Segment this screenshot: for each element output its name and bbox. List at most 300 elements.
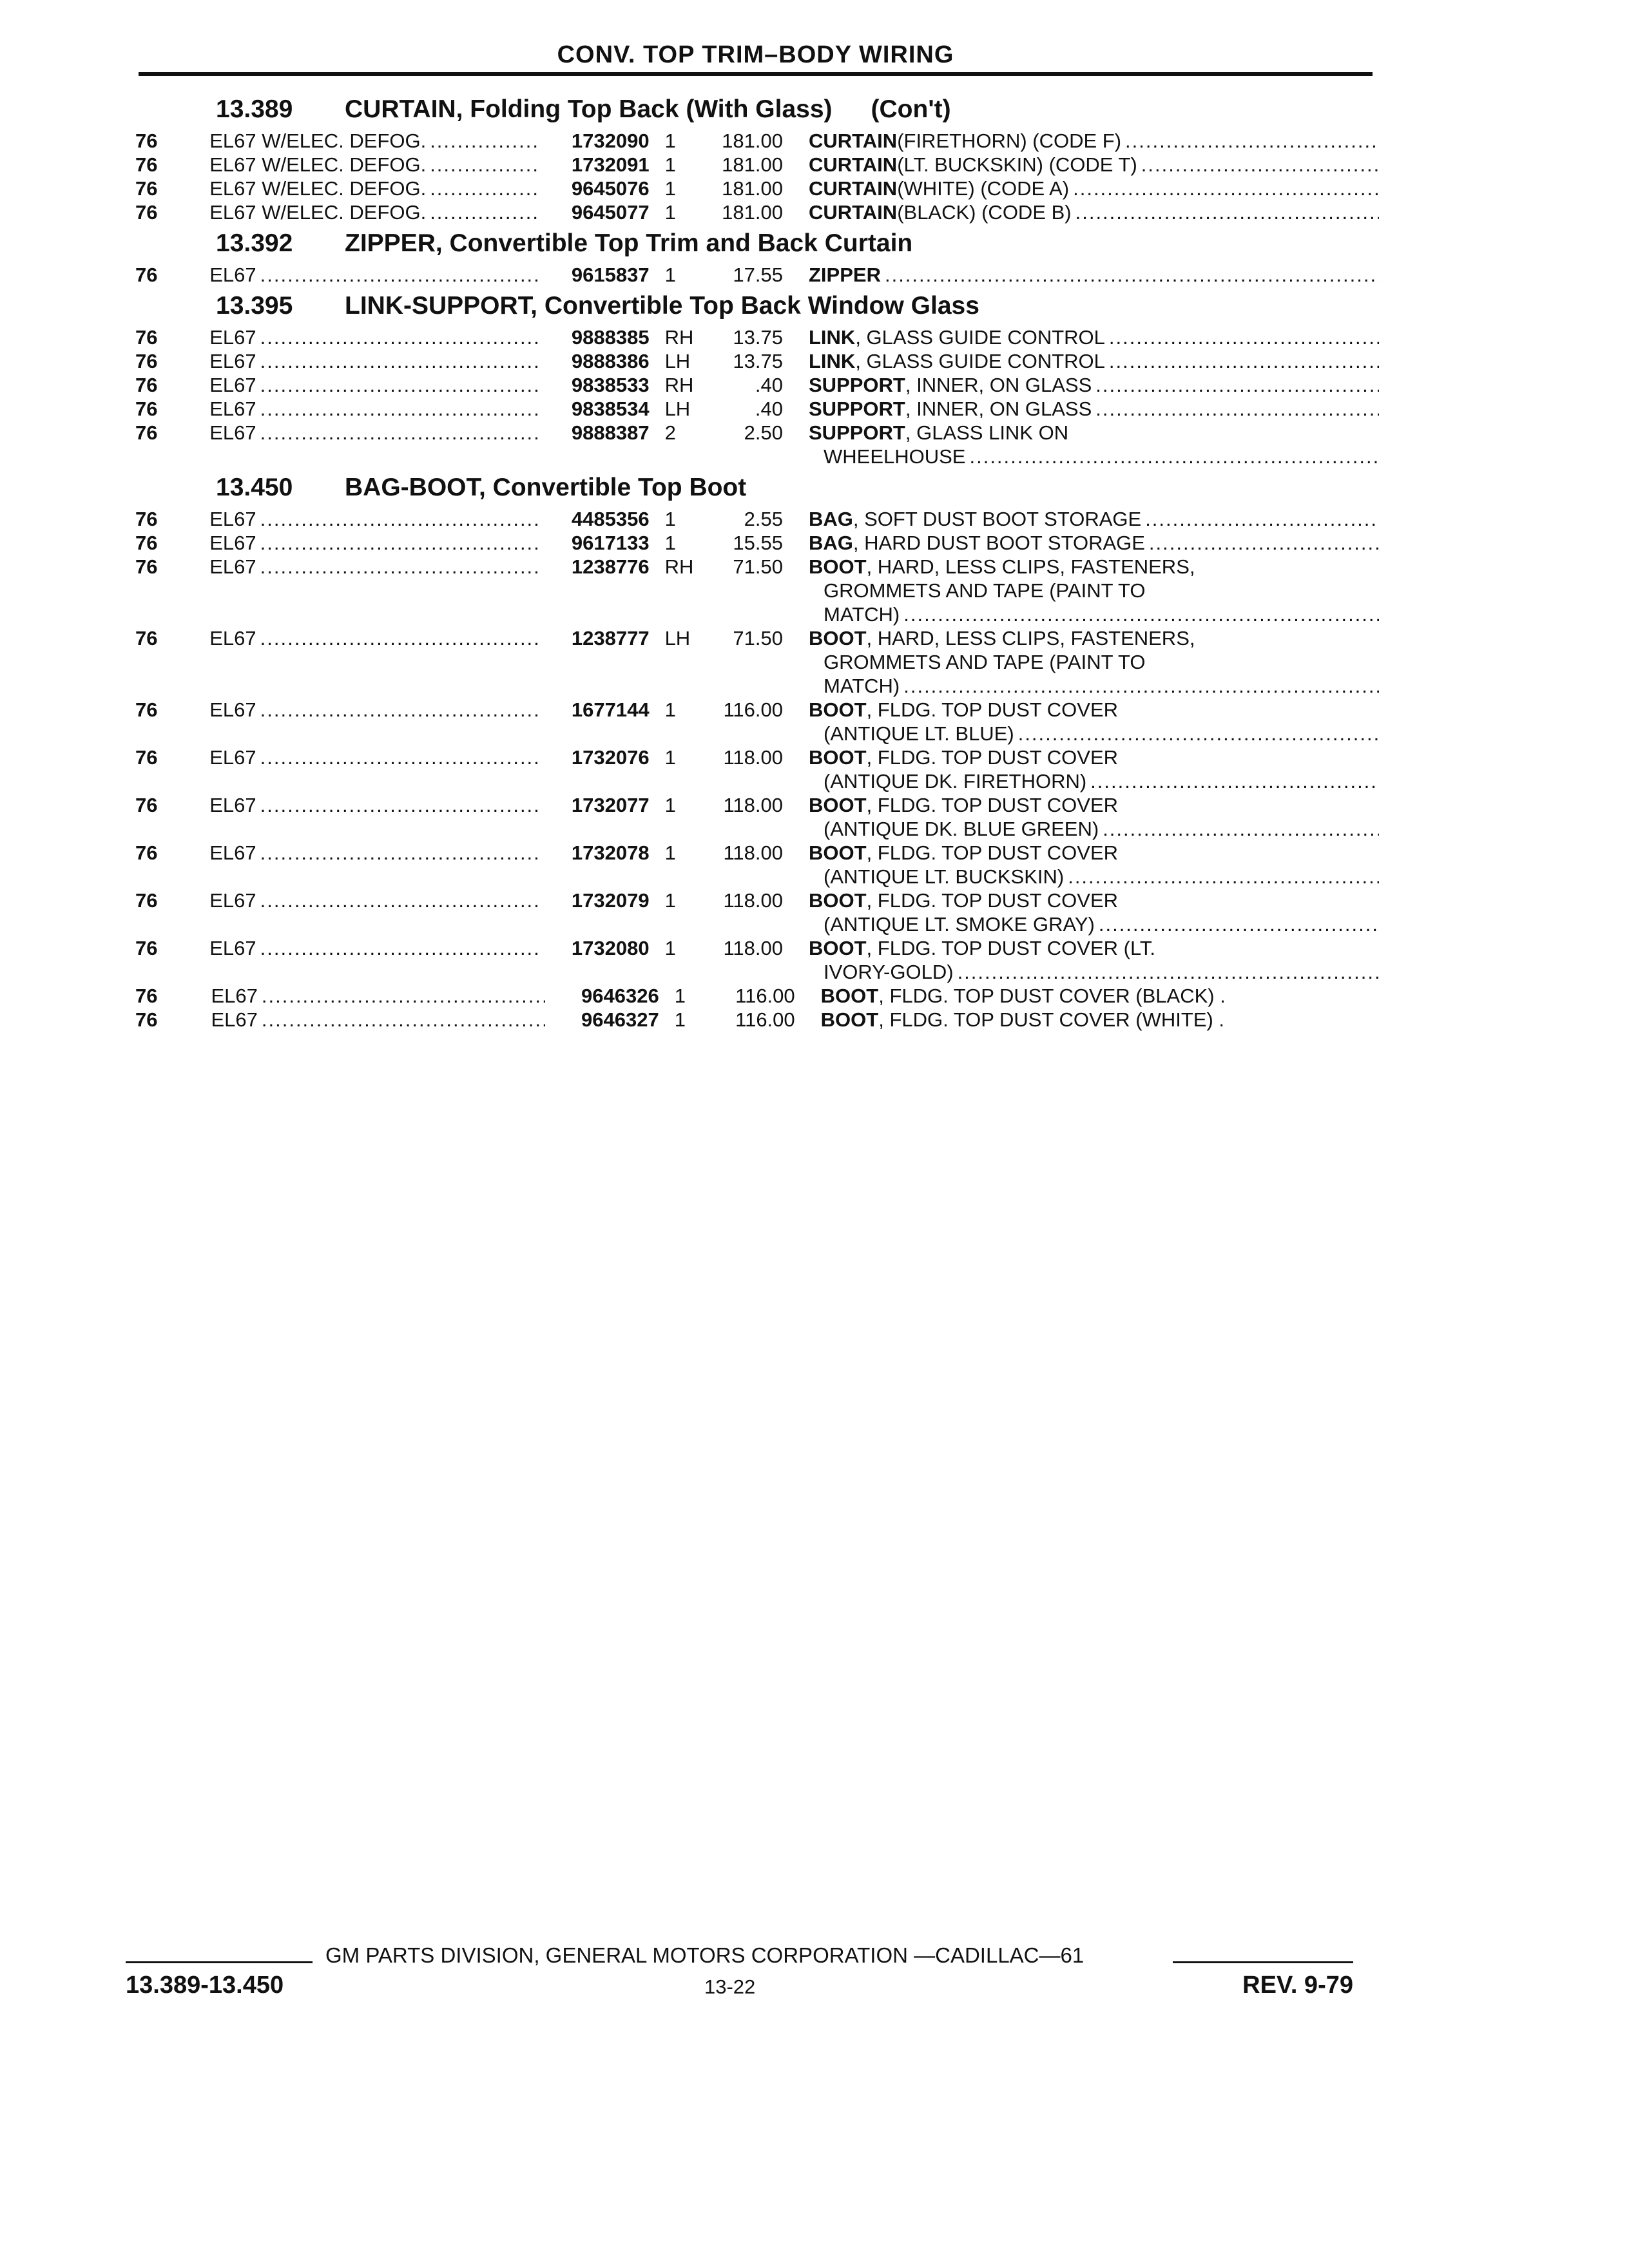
leader-dots — [1092, 397, 1379, 421]
description-text: , GLASS LINK ON — [905, 421, 1069, 444]
description-text: , GLASS GUIDE CONTROL — [855, 350, 1105, 372]
leader-dots — [256, 626, 538, 650]
model-year: 76 — [135, 177, 158, 200]
part-description — [809, 373, 1379, 397]
list-price: 2.50 — [744, 421, 783, 444]
part-description — [809, 889, 1379, 936]
part-description — [809, 421, 1379, 468]
list-price: 116.00 — [735, 985, 795, 1007]
body-style — [209, 129, 544, 153]
footer-rule-right — [1173, 1961, 1353, 1963]
part-row — [129, 421, 1379, 468]
section-heading — [129, 287, 1379, 325]
part-row — [129, 263, 1379, 287]
section-continued: (Con't) — [871, 95, 951, 123]
description-text: , FLDG. TOP DUST COVER — [866, 841, 1119, 864]
body-style — [209, 698, 544, 722]
description-line — [809, 373, 1379, 397]
body-style-code: EL67 — [209, 746, 256, 769]
description-line — [809, 912, 1379, 936]
description-text: , HARD, LESS CLIPS, FASTENERS, — [866, 627, 1195, 649]
page-header — [139, 0, 1373, 76]
body-style — [209, 421, 544, 445]
body-style — [209, 325, 544, 349]
section-heading — [129, 90, 1379, 129]
section-number: 13.392 — [216, 229, 293, 257]
model-year: 76 — [135, 421, 158, 444]
part-description — [809, 626, 1379, 698]
body-style — [211, 984, 552, 1008]
body-style — [209, 397, 544, 421]
quantity: 1 — [664, 177, 676, 200]
part-row — [129, 984, 1379, 1008]
leader-dots — [900, 602, 1379, 626]
model-year: 76 — [135, 350, 158, 372]
description-text: , FLDG. TOP DUST COVER — [866, 889, 1119, 912]
description-line — [809, 421, 1379, 445]
section-number: 13.450 — [216, 474, 293, 501]
body-style-code: EL67 — [209, 421, 256, 444]
quantity: 1 — [674, 985, 686, 1007]
description-line — [809, 507, 1379, 531]
section-title: CURTAIN, Folding Top Back (With Glass) — [345, 95, 833, 123]
body-style — [209, 626, 544, 650]
description-line — [809, 793, 1379, 817]
description-text: (LT. BUCKSKIN) (CODE T) — [897, 153, 1137, 176]
model-year: 76 — [135, 264, 158, 286]
leader-dots — [256, 936, 538, 960]
body-style — [209, 555, 544, 579]
description-text: (BLACK) (CODE B) — [897, 201, 1072, 224]
part-number: 1677144 — [571, 698, 650, 721]
leader-dots — [1069, 177, 1379, 200]
part-number: 9645076 — [571, 177, 650, 200]
description-keyword: BOOT — [820, 1008, 879, 1031]
leader-dots — [1092, 373, 1379, 397]
part-number: 9617133 — [571, 532, 650, 554]
part-row — [129, 889, 1379, 936]
body-style — [209, 793, 544, 817]
quantity: RH — [664, 555, 694, 578]
description-text: (ANTIQUE DK. FIRETHORN) — [824, 770, 1087, 793]
leader-dots — [900, 674, 1379, 698]
description-text: , FLDG. TOP DUST COVER — [866, 746, 1119, 769]
part-number: 1732077 — [571, 794, 650, 816]
part-description — [809, 698, 1379, 745]
description-text: , FLDG. TOP DUST COVER (WHITE) . — [878, 1008, 1225, 1031]
body-style — [209, 200, 544, 224]
description-text: , HARD, LESS CLIPS, FASTENERS, — [866, 555, 1195, 578]
description-line — [809, 531, 1379, 555]
description-keyword: ZIPPER — [809, 264, 881, 286]
part-row — [129, 626, 1379, 698]
section-heading — [129, 468, 1379, 507]
leader-dots — [1121, 129, 1379, 153]
model-year: 76 — [135, 374, 158, 396]
leader-dots — [1072, 200, 1379, 224]
part-number: 1732080 — [571, 937, 650, 959]
quantity: 1 — [664, 201, 676, 224]
leader-dots — [256, 745, 538, 769]
body-style — [209, 745, 544, 769]
description-text: , INNER, ON GLASS — [905, 374, 1092, 396]
body-style-code: EL67 W/ELEC. DEFOG. — [209, 177, 427, 200]
description-line — [809, 889, 1379, 912]
body-style-code: EL67 — [209, 889, 256, 912]
description-text: (ANTIQUE DK. BLUE GREEN) — [824, 818, 1099, 840]
part-description — [809, 507, 1379, 531]
leader-dots — [1137, 153, 1379, 177]
parts-catalog — [129, 90, 1379, 1032]
part-row — [129, 531, 1379, 555]
leader-dots — [256, 555, 538, 579]
quantity: RH — [664, 326, 694, 349]
list-price: 181.00 — [722, 153, 783, 176]
description-keyword: BAG — [809, 508, 853, 530]
leader-dots — [1105, 325, 1379, 349]
body-style — [209, 507, 544, 531]
leader-dots — [256, 793, 538, 817]
leader-dots — [258, 1008, 545, 1032]
leader-dots — [426, 177, 537, 200]
model-year: 76 — [135, 130, 158, 152]
description-keyword: BOOT — [809, 889, 867, 912]
body-style-code: EL67 — [209, 937, 256, 959]
leader-dots — [426, 129, 537, 153]
body-style — [209, 841, 544, 865]
description-keyword: LINK — [809, 326, 856, 349]
description-line — [809, 349, 1379, 373]
list-price: 118.00 — [723, 841, 783, 864]
model-year: 76 — [135, 1008, 158, 1031]
part-row — [129, 936, 1379, 984]
quantity: 1 — [664, 889, 676, 912]
part-number: 9888387 — [571, 421, 650, 444]
quantity: 1 — [664, 130, 676, 152]
leader-dots — [1014, 722, 1379, 745]
body-style — [209, 153, 544, 177]
part-row — [129, 397, 1379, 421]
description-text: (ANTIQUE LT. SMOKE GRAY) — [824, 913, 1095, 936]
part-description — [809, 263, 1379, 287]
quantity: 2 — [664, 421, 676, 444]
model-year: 76 — [135, 985, 158, 1007]
footer-revision: REV. 9-79 — [1242, 1972, 1353, 1999]
part-number: 1732076 — [571, 746, 650, 769]
section-title: LINK-SUPPORT, Convertible Top Back Window Glass — [345, 292, 979, 320]
model-year: 76 — [135, 889, 158, 912]
part-row — [129, 745, 1379, 793]
model-year: 76 — [135, 326, 158, 349]
description-line — [809, 698, 1379, 722]
leader-dots — [1095, 912, 1379, 936]
quantity: 1 — [664, 264, 676, 286]
body-style — [209, 263, 544, 287]
description-text: , GLASS GUIDE CONTROL — [855, 326, 1105, 349]
description-keyword: LINK — [809, 350, 856, 372]
description-line — [809, 936, 1379, 960]
section-heading — [129, 224, 1379, 263]
leader-dots — [256, 263, 538, 287]
description-line — [809, 200, 1379, 224]
body-style-code: EL67 — [209, 508, 256, 530]
description-keyword: CURTAIN — [809, 177, 898, 200]
model-year: 76 — [135, 201, 158, 224]
list-price: 15.55 — [733, 532, 783, 554]
part-row — [129, 841, 1379, 889]
part-description — [809, 397, 1379, 421]
leader-dots — [1099, 817, 1379, 841]
body-style-code: EL67 — [209, 627, 256, 649]
description-keyword: BOOT — [809, 794, 867, 816]
leader-dots — [426, 153, 537, 177]
part-row — [129, 177, 1379, 200]
part-description — [809, 325, 1379, 349]
leader-dots — [256, 421, 538, 445]
description-keyword: BOOT — [809, 841, 867, 864]
part-number: 9888386 — [571, 350, 650, 372]
list-price: 13.75 — [733, 350, 783, 372]
list-price: 116.00 — [735, 1008, 795, 1031]
footer-section-range: 13.389-13.450 — [126, 1972, 284, 1999]
part-row — [129, 793, 1379, 841]
part-description — [809, 841, 1379, 889]
description-text: WHEELHOUSE — [824, 445, 966, 468]
model-year: 76 — [135, 746, 158, 769]
model-year: 76 — [135, 698, 158, 721]
body-style — [209, 373, 544, 397]
section-title: BAG-BOOT, Convertible Top Boot — [345, 474, 747, 501]
part-description — [809, 555, 1379, 626]
description-line — [809, 817, 1379, 841]
part-row — [129, 325, 1379, 349]
part-number: 1732078 — [571, 841, 650, 864]
part-number: 9615837 — [571, 264, 650, 286]
part-row — [129, 200, 1379, 224]
description-line — [809, 865, 1379, 889]
leader-dots — [256, 325, 538, 349]
description-line — [809, 626, 1379, 650]
part-number: 1238777 — [571, 627, 650, 649]
description-text: (ANTIQUE LT. BUCKSKIN) — [824, 865, 1065, 888]
section-number: 13.395 — [216, 292, 293, 320]
description-keyword: BOOT — [809, 937, 867, 959]
body-style — [209, 936, 544, 960]
description-text: GROMMETS AND TAPE (PAINT TO — [824, 579, 1146, 602]
description-text: GROMMETS AND TAPE (PAINT TO — [824, 651, 1146, 673]
part-description — [809, 177, 1379, 200]
description-line — [809, 397, 1379, 421]
description-keyword: BOOT — [809, 746, 867, 769]
header-rule — [139, 72, 1373, 76]
description-text: MATCH) — [824, 675, 900, 697]
model-year: 76 — [135, 153, 158, 176]
description-text: , FLDG. TOP DUST COVER — [866, 794, 1119, 816]
leader-dots — [256, 507, 538, 531]
part-row — [129, 698, 1379, 745]
description-keyword: SUPPORT — [809, 374, 905, 396]
description-line — [809, 153, 1379, 177]
part-description — [809, 200, 1379, 224]
leader-dots — [1141, 507, 1379, 531]
part-description — [809, 531, 1379, 555]
list-price: .40 — [755, 374, 783, 396]
body-style-code: EL67 W/ELEC. DEFOG. — [209, 130, 427, 152]
description-keyword: SUPPORT — [809, 421, 905, 444]
list-price: 116.00 — [723, 698, 783, 721]
description-keyword: SUPPORT — [809, 398, 905, 420]
leader-dots — [256, 397, 538, 421]
description-keyword: BAG — [809, 532, 853, 554]
quantity: LH — [664, 627, 691, 649]
list-price: 181.00 — [722, 130, 783, 152]
list-price: 17.55 — [733, 264, 783, 286]
description-line — [809, 445, 1379, 468]
model-year: 76 — [135, 627, 158, 649]
description-text: IVORY-GOLD) — [824, 961, 954, 983]
leader-dots — [1064, 865, 1379, 889]
description-line — [809, 555, 1379, 579]
section-title: ZIPPER, Convertible Top Trim and Back Curtain — [345, 229, 913, 257]
quantity: 1 — [674, 1008, 686, 1031]
leader-dots — [954, 960, 1379, 984]
description-line — [809, 650, 1379, 674]
body-style — [209, 889, 544, 912]
leader-dots — [881, 263, 1379, 287]
description-text: , INNER, ON GLASS — [905, 398, 1092, 420]
footer-page-number: 13-22 — [704, 1975, 756, 1998]
body-style-code: EL67 — [211, 985, 258, 1007]
leader-dots — [1145, 531, 1379, 555]
part-number: 1732090 — [571, 130, 650, 152]
part-row — [129, 129, 1379, 153]
description-line — [809, 602, 1379, 626]
part-description — [821, 984, 1379, 1008]
list-price: 118.00 — [723, 794, 783, 816]
leader-dots — [1086, 769, 1379, 793]
part-number: 1732091 — [571, 153, 650, 176]
description-keyword: CURTAIN — [809, 130, 898, 152]
page-title: CONV. TOP TRIM–BODY WIRING — [557, 41, 954, 68]
body-style — [209, 177, 544, 200]
body-style — [209, 349, 544, 373]
description-line — [809, 263, 1379, 287]
quantity: 1 — [664, 532, 676, 554]
body-style-code: EL67 — [209, 374, 256, 396]
description-text: , FLDG. TOP DUST COVER (BLACK) . — [878, 985, 1226, 1007]
part-row — [129, 153, 1379, 177]
leader-dots — [256, 889, 538, 912]
part-description — [809, 153, 1379, 177]
body-style-code: EL67 — [209, 326, 256, 349]
body-style-code: EL67 — [209, 698, 256, 721]
part-number: 9645077 — [571, 201, 650, 224]
quantity: LH — [664, 350, 691, 372]
part-description — [821, 1008, 1379, 1032]
description-keyword: CURTAIN — [809, 153, 898, 176]
leader-dots — [256, 373, 538, 397]
list-price: .40 — [755, 398, 783, 420]
description-text: , FLDG. TOP DUST COVER — [866, 698, 1119, 721]
part-description — [809, 793, 1379, 841]
section-number: 13.389 — [216, 95, 293, 123]
leader-dots — [256, 841, 538, 865]
description-line — [809, 177, 1379, 200]
part-description — [809, 349, 1379, 373]
description-keyword: BOOT — [809, 555, 867, 578]
description-keyword: CURTAIN — [809, 201, 898, 224]
description-line — [821, 984, 1379, 1008]
body-style-code: EL67 — [209, 350, 256, 372]
description-keyword: BOOT — [820, 985, 879, 1007]
body-style-code: EL67 — [209, 555, 256, 578]
description-text: (WHITE) (CODE A) — [897, 177, 1070, 200]
leader-dots — [256, 698, 538, 722]
description-text: MATCH) — [824, 603, 900, 626]
quantity: 1 — [664, 937, 676, 959]
model-year: 76 — [135, 937, 158, 959]
body-style-code: EL67 W/ELEC. DEFOG. — [209, 201, 427, 224]
part-number: 1238776 — [571, 555, 650, 578]
footer-rule-left — [126, 1961, 313, 1963]
footer-credit: GM PARTS DIVISION, GENERAL MOTORS CORPORATION —CADILLAC—61 — [325, 1943, 1084, 1967]
body-style — [209, 531, 544, 555]
quantity: 1 — [664, 698, 676, 721]
list-price: 118.00 — [723, 889, 783, 912]
body-style-code: EL67 — [209, 264, 256, 286]
model-year: 76 — [135, 532, 158, 554]
quantity: 1 — [664, 794, 676, 816]
body-style-code: EL67 W/ELEC. DEFOG. — [209, 153, 427, 176]
quantity: 1 — [664, 153, 676, 176]
list-price: 71.50 — [733, 555, 783, 578]
description-text: (FIRETHORN) (CODE F) — [897, 130, 1122, 152]
body-style-code: EL67 — [209, 532, 256, 554]
part-row — [129, 373, 1379, 397]
list-price: 71.50 — [733, 627, 783, 649]
page-footer — [126, 1939, 1353, 2010]
description-keyword: BOOT — [809, 627, 867, 649]
description-line — [809, 674, 1379, 698]
list-price: 118.00 — [723, 746, 783, 769]
leader-dots — [256, 531, 538, 555]
body-style-code: EL67 — [209, 794, 256, 816]
description-line — [809, 325, 1379, 349]
quantity: 1 — [664, 508, 676, 530]
part-row — [129, 349, 1379, 373]
description-line — [809, 579, 1379, 602]
list-price: 118.00 — [723, 937, 783, 959]
description-line — [809, 129, 1379, 153]
part-number: 9646326 — [581, 985, 659, 1007]
description-line — [809, 960, 1379, 984]
description-text: , FLDG. TOP DUST COVER (LT. — [866, 937, 1156, 959]
description-line — [809, 722, 1379, 745]
part-number: 4485356 — [571, 508, 650, 530]
body-style-code: EL67 — [209, 841, 256, 864]
quantity: 1 — [664, 841, 676, 864]
description-line — [809, 745, 1379, 769]
body-style-code: EL67 — [211, 1008, 258, 1031]
description-keyword: BOOT — [809, 698, 867, 721]
description-text: , HARD DUST BOOT STORAGE — [853, 532, 1145, 554]
description-line — [821, 1008, 1379, 1032]
leader-dots — [256, 349, 538, 373]
part-description — [809, 745, 1379, 793]
part-number: 1732079 — [571, 889, 650, 912]
quantity: 1 — [664, 746, 676, 769]
part-row — [129, 1008, 1379, 1032]
